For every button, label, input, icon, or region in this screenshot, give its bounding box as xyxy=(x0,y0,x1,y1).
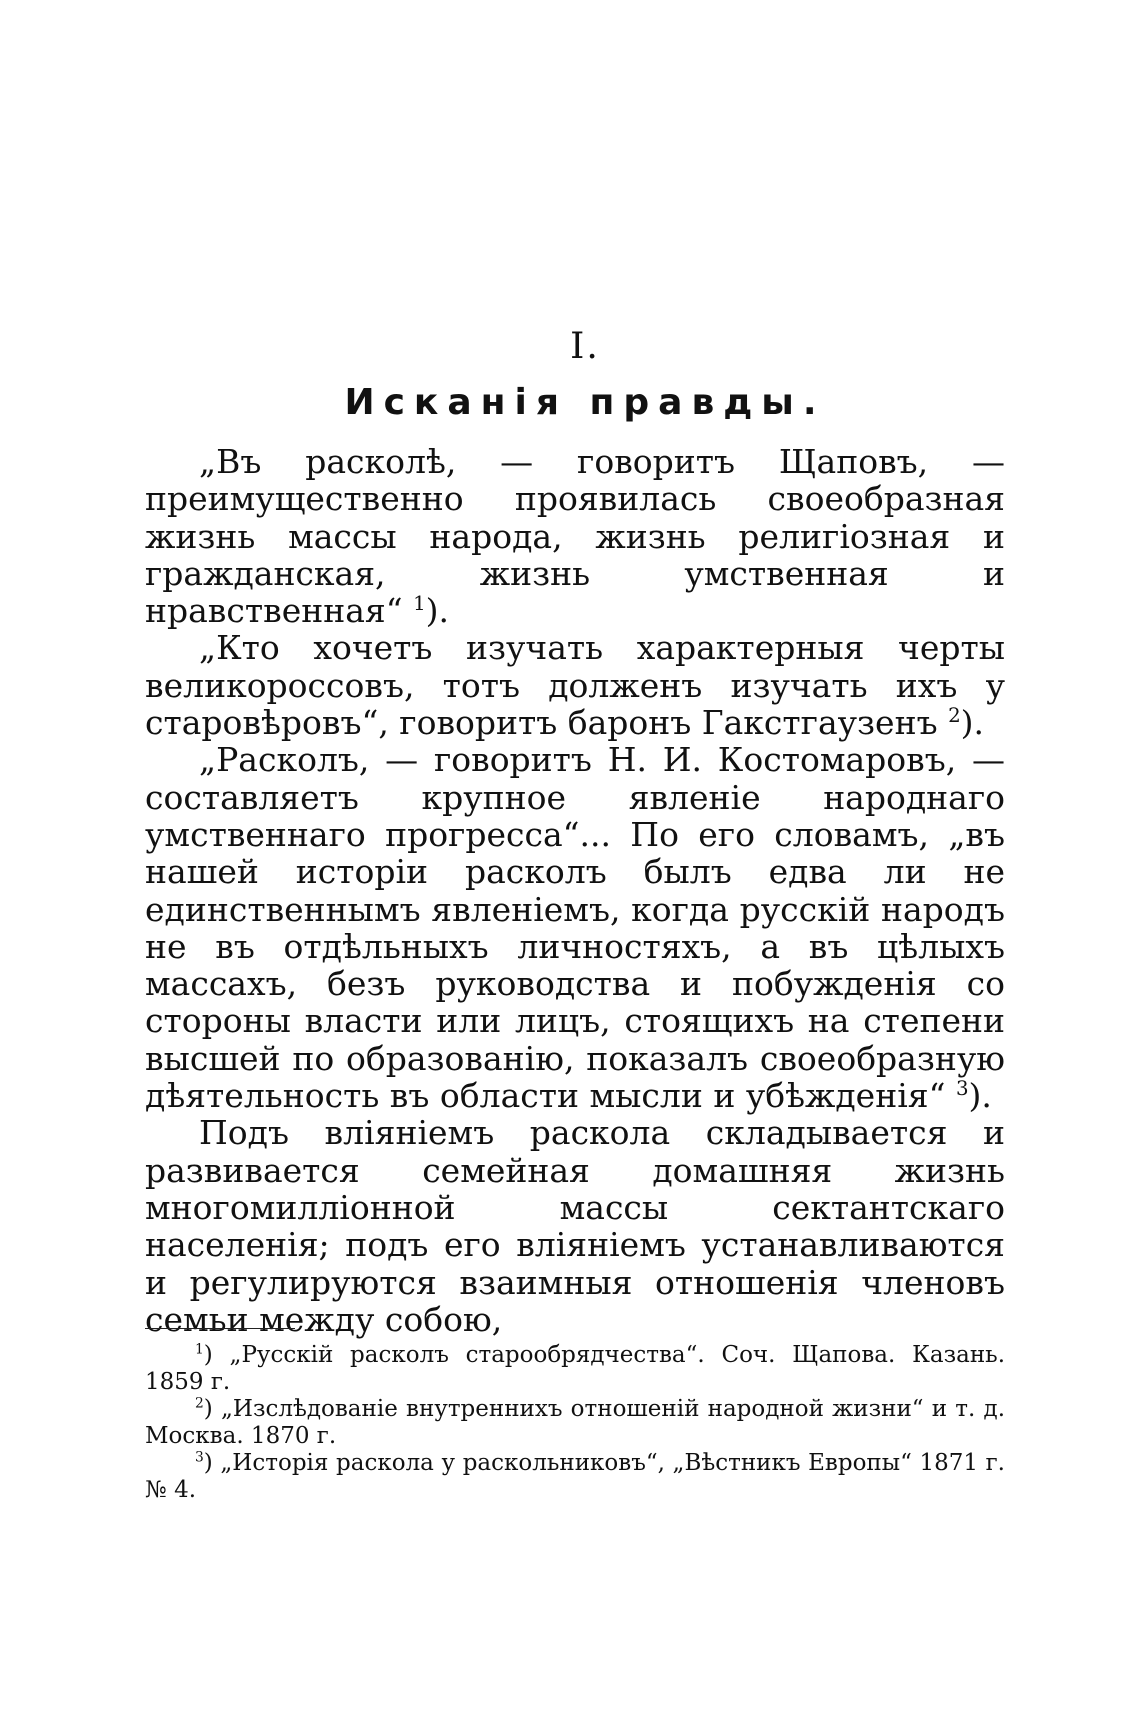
footnote-marker: 1 xyxy=(195,1341,204,1358)
footnotes xyxy=(145,1342,1005,1504)
footnote-ref: 2 xyxy=(948,704,961,728)
paragraph xyxy=(145,443,1005,629)
footnote-divider xyxy=(145,1328,295,1329)
paragraph-text: „Въ расколѣ, — говоритъ Щаповъ, — преимущественно проявилась своеобразная жизнь массы народа, жизнь религіозная и гражданская, жизнь умственная и нравственная“ xyxy=(145,442,1005,631)
paragraph-tail: ). xyxy=(968,1076,992,1116)
footnote-text: „Русскій расколъ старообрядчества“. Соч. Щапова. Казань. 1859 г. xyxy=(145,1342,1006,1395)
footnote: $^1$) „Русскій расколъ старообрядчества“. Соч. Щапова. Казань. 1859 г. xyxy=(145,1341,1006,1395)
footnote: $^2$) „Изслѣдованіе внутреннихъ отношеній народной жизни“ и т. д. Москва. 1870 г. xyxy=(145,1395,1006,1449)
paragraph xyxy=(145,629,1005,741)
footnote-ref: 3 xyxy=(955,1077,969,1101)
chapter-number: I. xyxy=(570,326,600,367)
footnote-text: „Изслѣдованіе внутреннихъ отношеній народной жизни“ и т. д. Москва. 1870 г. xyxy=(145,1396,1006,1449)
footnote-marker: 3 xyxy=(195,1449,204,1466)
paragraph xyxy=(145,741,1005,1114)
chapter-title: Исканія правды. xyxy=(344,382,826,423)
footnote-text: „Исторія раскола у раскольниковъ“, „Вѣстникъ Европы“ 1871 г. № 4. xyxy=(145,1450,1005,1503)
footnote-marker: 2 xyxy=(195,1395,204,1412)
paragraph-text: „Кто хочетъ изучать характерныя черты великороссовъ, тотъ долженъ изучать ихъ у старовѣровъ“, говоритъ баронъ Гакстгаузенъ xyxy=(145,628,1005,743)
body-text xyxy=(145,443,1005,1338)
footnote-ref: 1 xyxy=(413,592,426,616)
paragraph-text: „Расколъ, — говоритъ Н. И. Костомаровъ, — составляетъ крупное явленіе народнаго умственнаго прогресса“... По его словамъ, „въ нашей исторіи расколъ былъ едва ли не единственнымъ явленіемъ, когда русскій народъ не въ отдѣльныхъ личностяхъ, а въ цѣлыхъ массахъ, безъ руководства и побужденія со стороны власти или лицъ, стоящихъ на степени высшей по образованію, показалъ своеобразную дѣятельность въ области мысли и убѣжденія“ xyxy=(145,740,1005,1116)
footnote: $^3$) „Исторія раскола у раскольниковъ“, „Вѣстникъ Европы“ 1871 г. № 4. xyxy=(145,1449,1005,1503)
paragraph-tail: ). xyxy=(425,591,450,631)
paragraph xyxy=(145,1114,1005,1338)
paragraph-tail: ). xyxy=(960,703,985,743)
paragraph-text: Подъ вліяніемъ раскола складывается и развивается семейная домашняя жизнь многомилліонной массы сектантскаго населенія; подъ его вліяніемъ устанавливаются и регулируются взаимныя отношенія членовъ семьи между собою, xyxy=(145,1113,1005,1339)
